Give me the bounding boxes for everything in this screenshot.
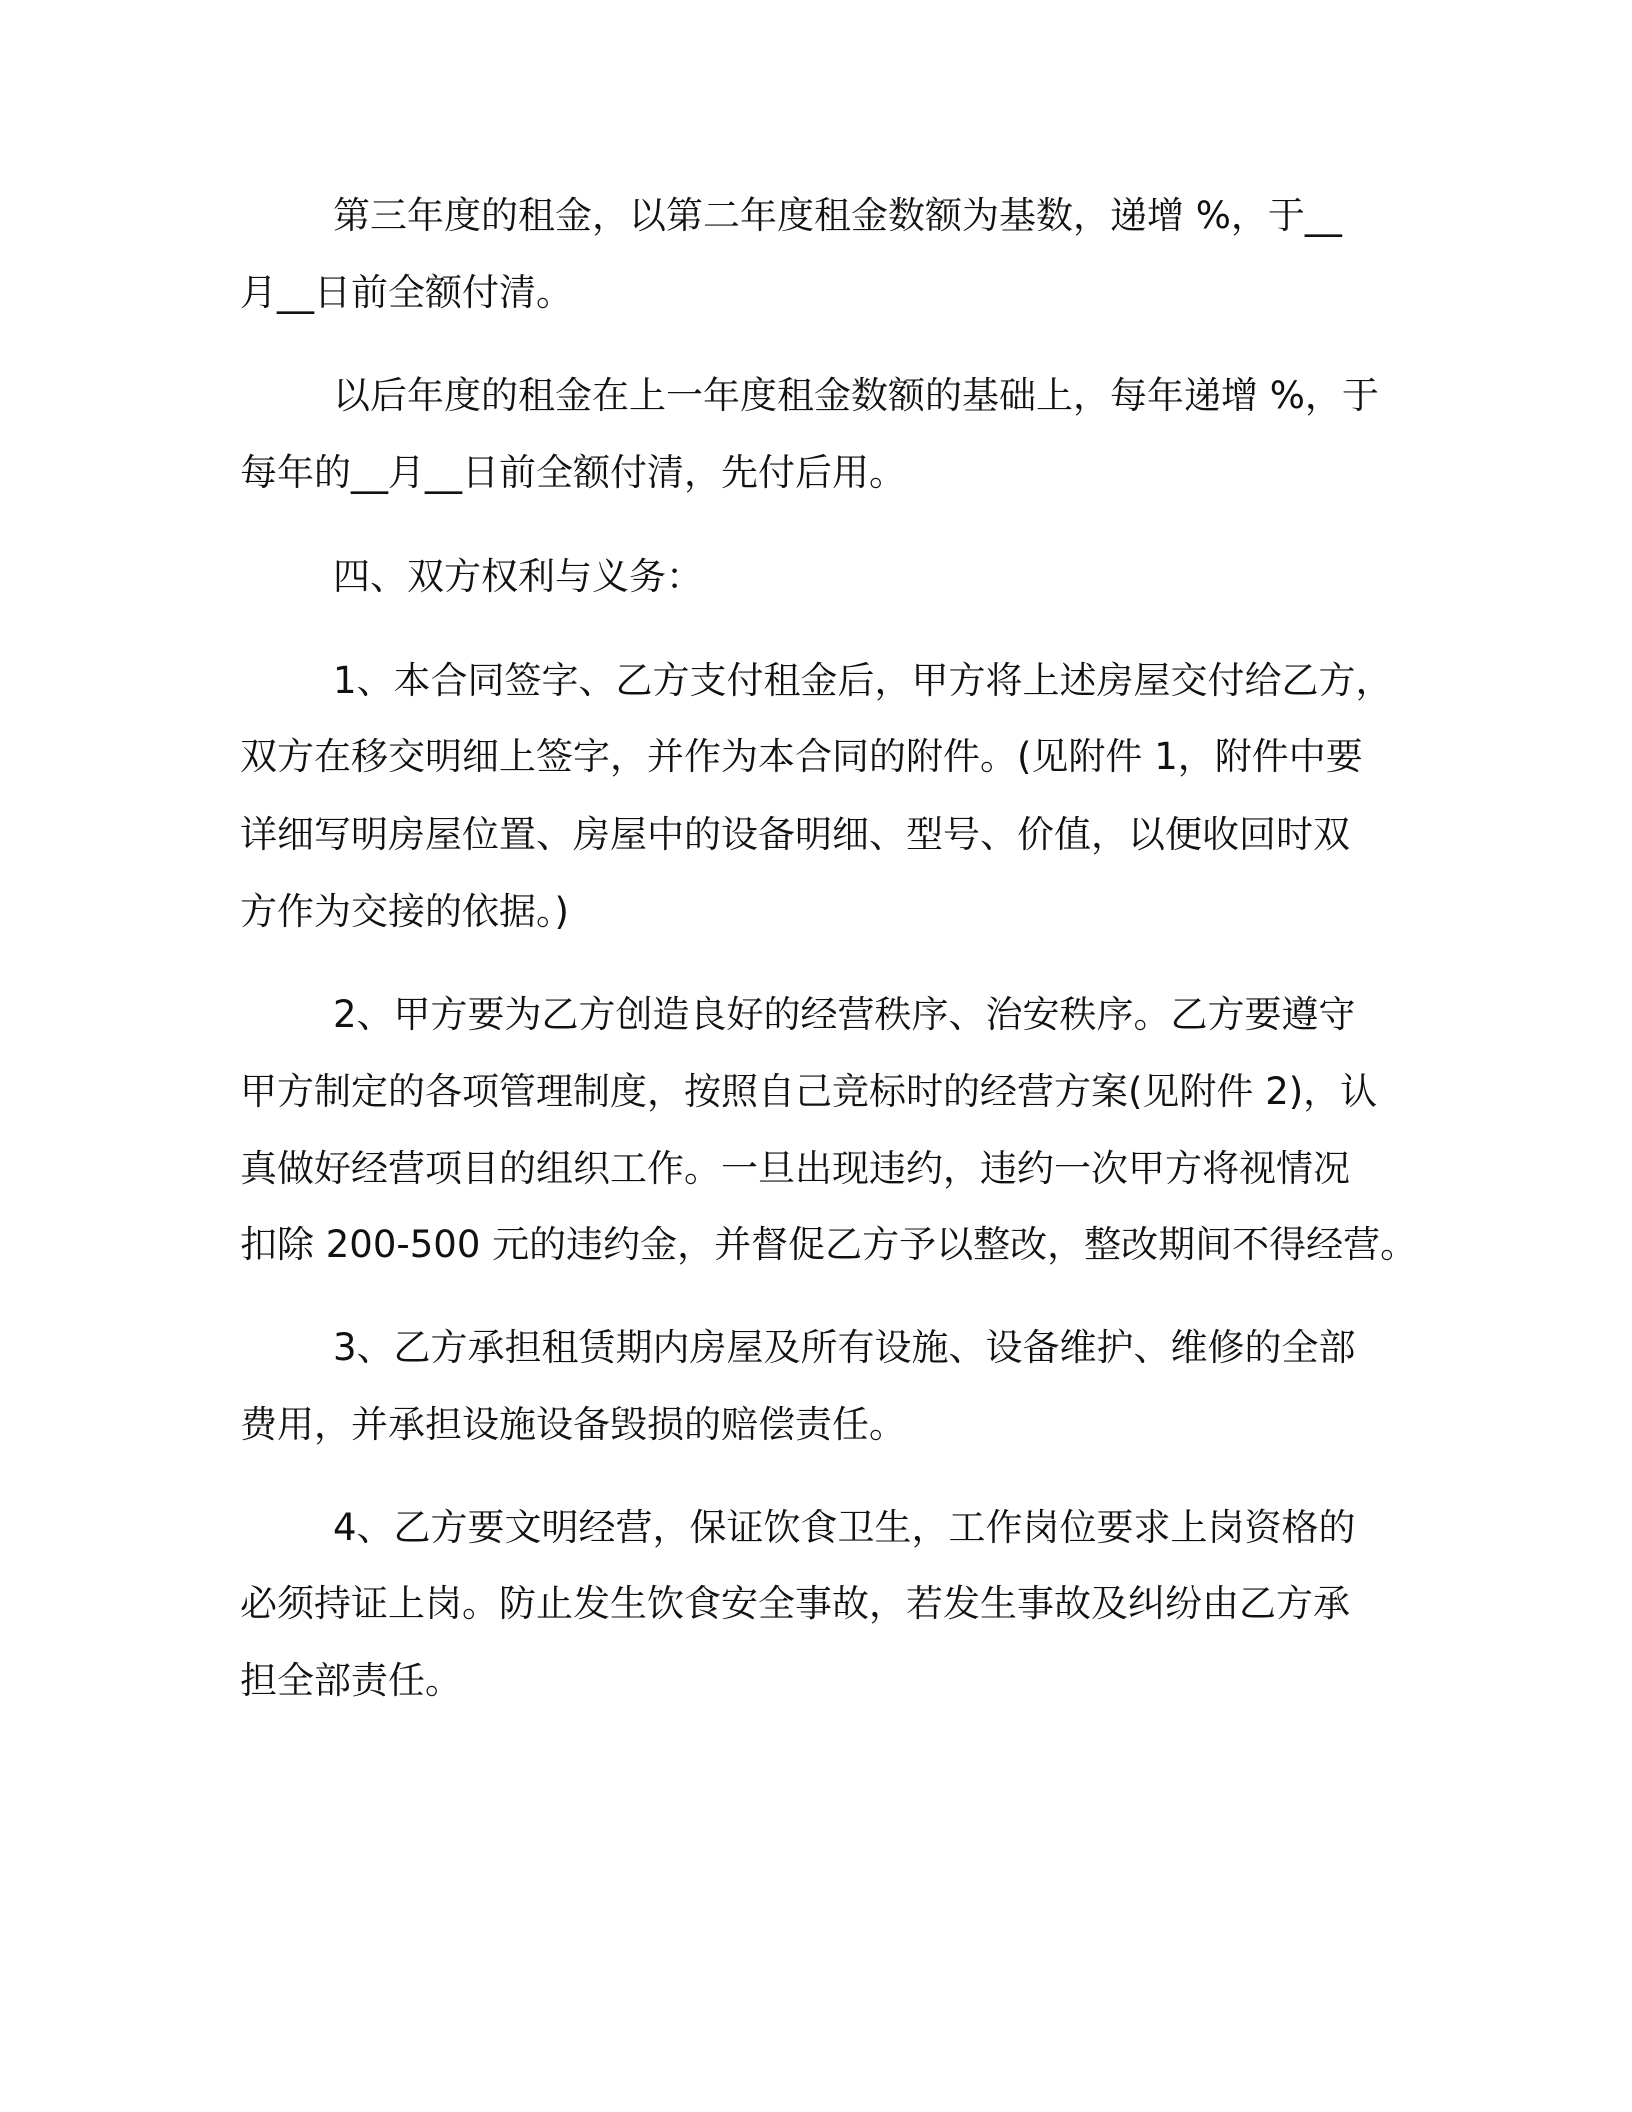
text-line: 方作为交接的依据。): [240, 890, 569, 933]
text-line: 甲方制定的各项管理制度，按照自己竞标时的经营方案(见附件 2)，认: [240, 1070, 1378, 1113]
text-line: 以后年度的租金在上一年度租金数额的基础上，每年递增 %，于: [333, 374, 1379, 417]
text-line: 第三年度的租金，以第二年度租金数额为基数，递增 %，于__: [333, 194, 1342, 237]
text-line: 2、甲方要为乙方创造良好的经营秩序、治安秩序。乙方要遵守: [333, 993, 1356, 1036]
section-heading: 四、双方权利与义务：: [333, 555, 703, 598]
text-line: 月__日前全额付清。: [240, 271, 573, 314]
text-line: 真做好经营项目的组织工作。一旦出现违约，违约一次甲方将视情况: [240, 1147, 1350, 1190]
text-line: 每年的__月__日前全额付清，先付后用。: [240, 451, 906, 494]
text-line: 双方在移交明细上签字，并作为本合同的附件。(见附件 1，附件中要: [240, 735, 1363, 778]
text-line: 担全部责任。: [240, 1659, 462, 1702]
text-line: 扣除 200-500 元的违约金，并督促乙方予以整改，整改期间不得经营。: [240, 1223, 1418, 1266]
text-line: 4、乙方要文明经营，保证饮食卫生，工作岗位要求上岗资格的: [333, 1506, 1356, 1549]
text-line: 1、本合同签字、乙方支付租金后，甲方将上述房屋交付给乙方，: [333, 659, 1393, 702]
text-line: 费用，并承担设施设备毁损的赔偿责任。: [240, 1403, 906, 1446]
text-line: 必须持证上岗。防止发生饮食安全事故，若发生事故及纠纷由乙方承: [240, 1582, 1350, 1625]
text-line: 3、乙方承担租赁期内房屋及所有设施、设备维护、维修的全部: [333, 1326, 1356, 1369]
text-line: 详细写明房屋位置、房屋中的设备明细、型号、价值，以便收回时双: [240, 813, 1350, 856]
